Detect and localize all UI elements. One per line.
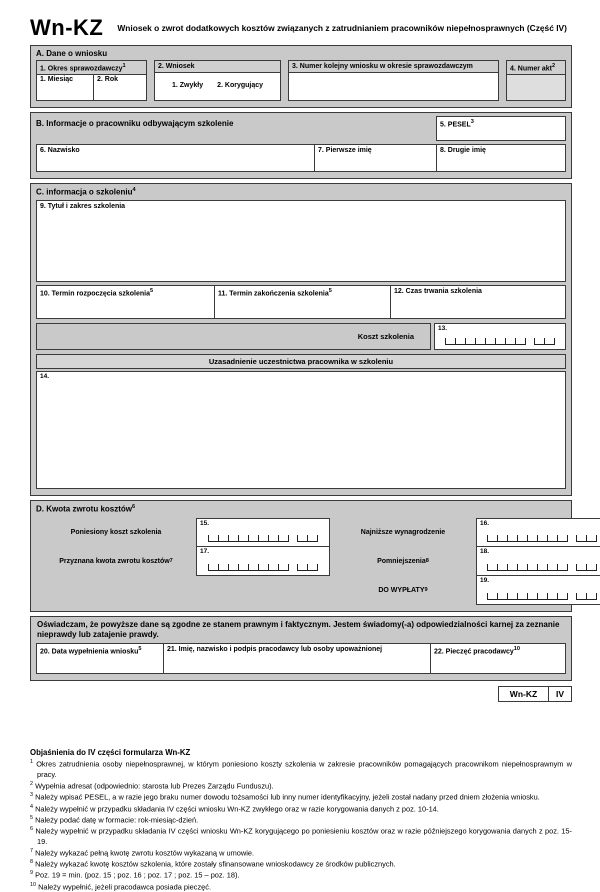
box-number: 17. xyxy=(200,547,210,555)
footnote-item xyxy=(30,859,572,869)
najnizsze-wynagrodzenie-label xyxy=(330,518,476,547)
footnote-item xyxy=(30,870,572,880)
koszt-szkolenia-amount-field[interactable] xyxy=(434,323,566,350)
pesel-field[interactable] xyxy=(436,116,566,141)
pesel-label xyxy=(437,117,565,130)
footnote-item xyxy=(30,759,572,779)
poniesiony-koszt-label xyxy=(36,518,196,547)
amount-comb xyxy=(477,593,600,600)
amount-comb xyxy=(435,338,565,345)
section-c-body xyxy=(31,200,571,495)
declaration-text: Oświadczam, że powyższe dane są zgodne ze stanem prawnym i faktycznym. Jestem świadomy(-a) odpowiedzialności karnej za zeznanie nieprawdy lub zatajenie prawdy. xyxy=(37,619,560,640)
footnote-text: Poz. 19 = min. (poz. 15 ; poz. 16 ; poz. 17 ; poz. 15 – poz. 18). xyxy=(35,870,240,880)
footnote-ref: 5 xyxy=(149,287,154,294)
wniosek-options xyxy=(155,73,280,98)
do-wyplaty-label xyxy=(330,576,476,605)
form-title: Wniosek o zwrot dodatkowych kosztów związanych z zatrudnianiem pracowników niepełnosprawnych (Część IV) xyxy=(117,22,567,33)
comb-zloty xyxy=(487,535,568,542)
section-c xyxy=(30,183,572,496)
nazwisko-field[interactable] xyxy=(36,144,315,172)
section-b-title: B. Informacje o pracowniku odbywającym szkolenie xyxy=(36,119,234,129)
footnote-ref: 7 xyxy=(169,558,173,565)
form-header xyxy=(30,15,572,41)
option-korygujacy[interactable]: 2. Korygujący xyxy=(217,82,264,89)
footnote-item xyxy=(30,792,572,802)
termin-rozpoczecia-text: 10. Termin rozpoczęcia szkolenia xyxy=(40,290,150,298)
field-numer-akt-header xyxy=(507,61,565,75)
footnote-text: Należy wykazać pełną kwotę zwrotu kosztów wykazaną w umowie. xyxy=(35,848,254,858)
footnote-ref: 4 xyxy=(132,187,136,194)
footnote-item xyxy=(30,882,572,892)
okres-inputs xyxy=(37,75,146,100)
footnote-number: 2 xyxy=(30,780,33,787)
przyznana-kwota-label xyxy=(36,547,196,576)
numer-akt-input xyxy=(507,75,565,100)
field-numer-kolejny-header: 3. Numer kolejny wniosku w okresie sprawozdawczym xyxy=(289,61,498,73)
field-numer-akt xyxy=(506,60,566,101)
section-c-title xyxy=(31,184,571,199)
footnote-number: 9 xyxy=(30,870,33,877)
comb-grosze xyxy=(297,535,318,542)
numer-kolejny-input[interactable] xyxy=(289,73,498,98)
section-b-header-row xyxy=(31,113,571,141)
drugie-imie-field[interactable] xyxy=(436,144,566,172)
footnote-item xyxy=(30,815,572,825)
rok-input[interactable]: 2. Rok xyxy=(93,75,146,100)
uzasadnienie-field[interactable] xyxy=(36,371,566,489)
termin-rozpoczecia-field[interactable] xyxy=(36,285,215,319)
miesiac-input[interactable]: 1. Miesiąc xyxy=(40,76,74,84)
amount-comb xyxy=(197,564,329,571)
comb-zloty xyxy=(208,564,289,571)
tytul-szkolenia-field[interactable] xyxy=(36,200,566,282)
section-a xyxy=(30,45,572,108)
footnote-ref: 3 xyxy=(470,119,474,126)
section-d-title xyxy=(31,501,571,516)
footnote-item xyxy=(30,781,572,791)
footnote-text: Należy wypełnić, jeżeli pracodawca posiada pieczęć. xyxy=(38,882,212,892)
pierwsze-imie-field[interactable] xyxy=(314,144,437,172)
footnotes-title: Objaśnienia do IV części formularza Wn-KZ xyxy=(30,748,191,758)
koszt-szkolenia-row xyxy=(36,323,566,350)
box-number: 18. xyxy=(480,547,490,555)
footnote-number: 8 xyxy=(30,859,33,865)
field-numer-akt-label: 4. Numer akt xyxy=(510,65,553,73)
termin-zakonczenia-label xyxy=(215,286,390,299)
termin-rozpoczecia-label xyxy=(37,286,214,299)
terminy-row xyxy=(36,285,566,319)
amount-comb xyxy=(477,564,600,571)
poniesiony-koszt-text: Poniesiony koszt szkolenia xyxy=(70,528,162,536)
field-numer-kolejny xyxy=(288,60,499,101)
section-c-title-text: C. informacja o szkoleniu xyxy=(36,187,133,197)
pomniejszenia-text: Pomniejszenia xyxy=(377,557,426,565)
data-wypelnienia-label xyxy=(37,644,163,657)
footnote-text: Należy wpisać PESEL, a w razie jego braku numer dowodu tożsamości lub inny numer identyfikacyjny, jeżeli został nadany przed dniem złożenia wniosku. xyxy=(35,792,540,802)
footnote-item xyxy=(30,848,572,858)
footnote-number: 6 xyxy=(30,826,33,833)
amount-comb xyxy=(197,535,329,542)
footnote-item xyxy=(30,804,572,814)
footnote-ref: 5 xyxy=(138,646,142,653)
pieczec-pracodawcy-text: 22. Pieczęć pracodawcy xyxy=(434,648,514,656)
comb-zloty xyxy=(208,535,289,542)
do-wyplaty-amount-field[interactable] xyxy=(476,575,600,605)
section-d xyxy=(30,500,572,612)
declaration-section xyxy=(30,616,572,682)
section-d-title-text: D. Kwota zwrotu kosztów xyxy=(36,504,132,514)
comb-grosze xyxy=(576,535,597,542)
footer-tabs xyxy=(30,686,572,702)
termin-zakonczenia-text: 11. Termin zakończenia szkolenia xyxy=(218,290,329,298)
termin-zakonczenia-field[interactable] xyxy=(214,285,391,319)
pieczec-pracodawcy-label xyxy=(431,644,565,657)
footnote-ref: 10 xyxy=(513,646,521,653)
pomniejszenia-label xyxy=(330,547,476,576)
empty-cell xyxy=(36,576,196,605)
form-content xyxy=(30,0,572,892)
empty-cell xyxy=(196,576,330,605)
amount-comb xyxy=(477,535,600,542)
comb-grosze xyxy=(534,338,555,345)
footnote-number: 10 xyxy=(30,881,36,888)
footnote-ref: 6 xyxy=(132,503,136,510)
najnizsze-wynagrodzenie-amount-field[interactable] xyxy=(476,518,600,547)
data-wypelnienia-field[interactable] xyxy=(36,643,164,674)
field-wniosek-header: 2. Wniosek xyxy=(155,61,280,73)
footnote-ref: 5 xyxy=(328,287,332,294)
field-wniosek xyxy=(154,60,281,101)
poniesiony-koszt-amount-field[interactable] xyxy=(196,518,330,547)
section-a-row xyxy=(31,60,571,107)
footnote-number: 3 xyxy=(30,792,33,799)
field-okres-label: 1. Okres sprawozdawczy xyxy=(40,65,123,73)
footnotes xyxy=(30,748,572,892)
box-number: 15. xyxy=(200,519,210,527)
footnote-ref: 8 xyxy=(425,558,429,565)
footnote-text: Wypełnia adresat (odpowiednio: starosta lub Prezes Zarządu Funduszu). xyxy=(35,781,274,791)
tytul-szkolenia-label: 9. Tytuł i zakres szkolenia xyxy=(40,202,126,210)
pomniejszenia-amount-field[interactable] xyxy=(476,546,600,576)
uzasadnienie-header: Uzasadnienie uczestnictwa pracownika w szkoleniu xyxy=(36,354,566,369)
form-code: Wn-KZ xyxy=(30,15,104,40)
section-a-title: A. Dane o wniosku xyxy=(36,49,108,58)
czas-trwania-label: 12. Czas trwania szkolenia xyxy=(394,287,482,295)
footnote-ref: 1 xyxy=(122,63,126,69)
footnote-number: 5 xyxy=(30,814,33,821)
comb-grosze xyxy=(576,593,597,600)
box-number: 14. xyxy=(40,372,50,380)
comb-zloty xyxy=(445,338,526,345)
koszt-szkolenia-label: Koszt szkolenia xyxy=(36,323,431,350)
footnote-item xyxy=(30,826,572,846)
footnote-number: 7 xyxy=(30,847,33,854)
footnote-text: Należy podać datę w formacie: rok-miesiąc-dzień. xyxy=(35,815,199,825)
comb-zloty xyxy=(487,593,568,600)
podpis-pracodawcy-label: 21. Imię, nazwisko i podpis pracodawcy lub osoby upoważnionej xyxy=(167,646,383,654)
pierwsze-imie-label: 7. Pierwsze imię xyxy=(318,147,372,155)
footer-form-code: Wn-KZ xyxy=(498,686,550,702)
przyznana-kwota-amount-field[interactable] xyxy=(196,546,330,576)
pesel-label-text: 5. PESEL xyxy=(440,121,471,129)
footnote-ref: 2 xyxy=(552,63,556,69)
option-zwykly[interactable]: 1. Zwykły xyxy=(171,82,204,89)
nazwisko-label: 6. Nazwisko xyxy=(40,147,80,155)
box-number: 19. xyxy=(480,576,490,584)
footnote-ref: 9 xyxy=(424,587,428,594)
podpis-pracodawcy-field[interactable] xyxy=(163,643,431,674)
comb-grosze xyxy=(297,564,318,571)
footnote-text: Należy wypełnić w przypadku składania IV części wniosku Wn-KZ zwykłego oraz w razie korygowania danych z poz. 10-14. xyxy=(35,803,439,813)
section-b-fields-row xyxy=(31,141,571,178)
drugie-imie-label: 8. Drugie imię xyxy=(440,147,486,155)
przyznana-kwota-text: Przyznana kwota zwrotu kosztów xyxy=(59,557,170,565)
najnizsze-wynagrodzenie-text: Najniższe wynagrodzenie xyxy=(360,528,446,536)
footnote-text: Należy wykazać kwotę kosztów szkolenia, które zostały sfinansowane wnioskodawcy ze środków publicznych. xyxy=(35,859,396,869)
field-okres-header xyxy=(37,61,146,75)
field-okres-sprawozdawczy xyxy=(36,60,147,101)
footnote-number: 4 xyxy=(30,803,33,810)
pieczec-pracodawcy-field[interactable] xyxy=(430,643,566,674)
do-wyplaty-text: DO WYPŁATY xyxy=(378,586,425,594)
footnote-number: 1 xyxy=(30,759,33,766)
section-d-grid xyxy=(31,516,571,611)
section-b xyxy=(30,112,572,179)
comb-grosze xyxy=(576,564,597,571)
comb-zloty xyxy=(487,564,568,571)
footnote-text: Należy wypełnić w przypadku składania IV części wniosku Wn-KZ korygującego po poniesieniu kosztów oraz w razie późniejszego korygowania danych z poz. 15-19. xyxy=(35,826,572,846)
box-number: 16. xyxy=(480,519,490,527)
footnote-text: Okres zatrudnienia osoby niepełnosprawnej, w którym poniesiono koszty szkolenia w zakresie pracowników pomagających pracownikom niepełnosprawnym w pracy. xyxy=(36,759,572,779)
data-wypelnienia-text: 20. Data wypełnienia wniosku xyxy=(40,648,139,656)
box-number: 13. xyxy=(438,324,448,332)
declaration-fields-row xyxy=(31,643,571,680)
czas-trwania-field[interactable] xyxy=(390,285,566,319)
footer-part-number: IV xyxy=(548,686,572,702)
